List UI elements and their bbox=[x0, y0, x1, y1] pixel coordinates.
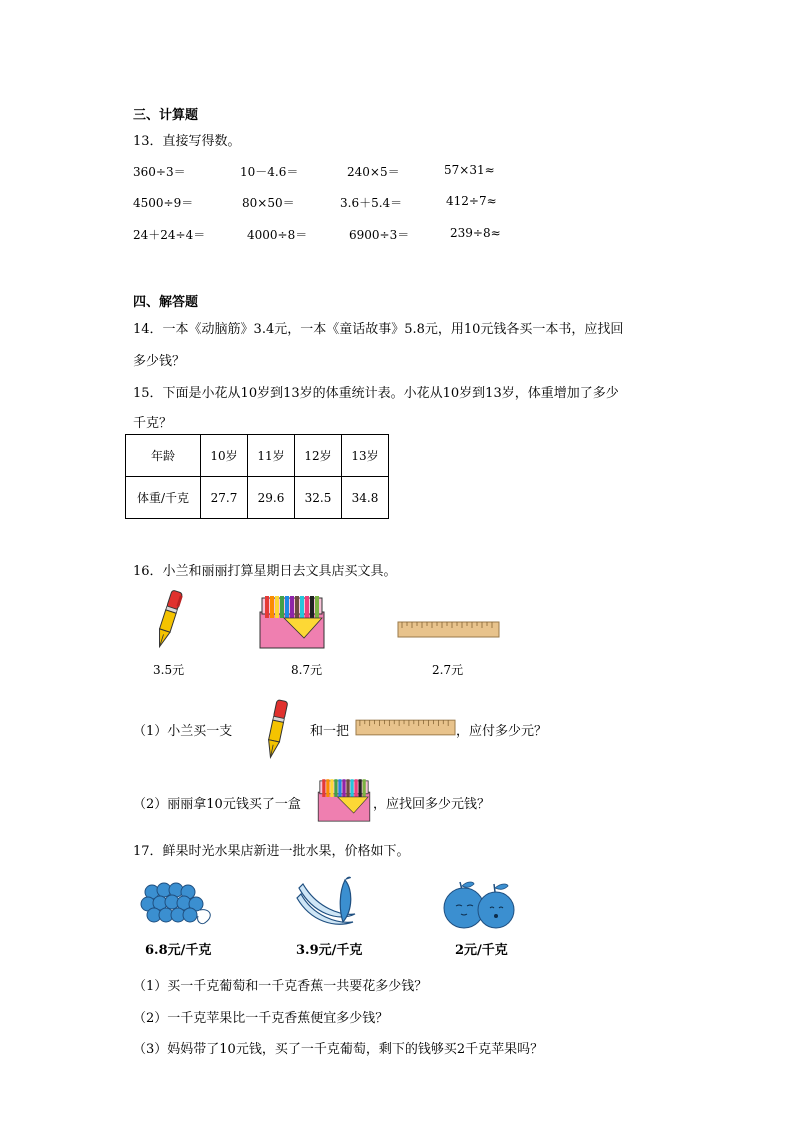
price-bananas: 3.9元/千克 bbox=[296, 943, 363, 958]
question-16-part1-b: 和一把 bbox=[310, 724, 350, 739]
table-cell: 29.6 bbox=[248, 477, 295, 519]
calc-item: 80×50＝ bbox=[242, 196, 295, 210]
calc-item: 4000÷8＝ bbox=[247, 228, 308, 242]
question-13: 13．直接写得数。 bbox=[133, 134, 241, 149]
section-heading-calculation: 三、计算题 bbox=[133, 108, 199, 123]
question-15-line2: 千克？ bbox=[133, 416, 173, 431]
calc-item: 360÷3＝ bbox=[133, 165, 186, 179]
price-ruler: 2.7元 bbox=[432, 663, 464, 677]
question-17-part2: （2）一千克苹果比一千克香蕉便宜多少钱？ bbox=[133, 1011, 389, 1026]
question-16: 16．小兰和丽丽打算星期日去文具店买文具。 bbox=[133, 564, 397, 579]
weight-table bbox=[125, 434, 389, 519]
table-cell: 32.5 bbox=[295, 477, 342, 519]
price-apples: 2元/千克 bbox=[455, 943, 508, 958]
table-cell: 11岁 bbox=[248, 435, 295, 477]
question-15-line1: 15．下面是小花从10岁到13岁的体重统计表。小花从10岁到13岁，体重增加了多少 bbox=[133, 386, 619, 401]
question-17-part1: （1）买一千克葡萄和一千克香蕉一共要花多少钱？ bbox=[133, 979, 428, 994]
price-grapes: 6.8元/千克 bbox=[145, 943, 212, 958]
table-cell: 10岁 bbox=[201, 435, 248, 477]
calc-item: 24＋24÷4＝ bbox=[133, 228, 206, 242]
table-cell: 13岁 bbox=[342, 435, 389, 477]
calc-item: 240×5＝ bbox=[347, 165, 400, 179]
apple-icon bbox=[440, 876, 524, 930]
question-16-part2-b: ，应找回多少元钱？ bbox=[373, 797, 491, 812]
table-cell: 12岁 bbox=[295, 435, 342, 477]
price-pencil-box: 8.7元 bbox=[291, 663, 323, 677]
banana-icon bbox=[293, 874, 363, 930]
table-cell: 34.8 bbox=[342, 477, 389, 519]
grapes-icon bbox=[140, 880, 216, 928]
calc-item: 57×31≈ bbox=[444, 163, 495, 177]
price-pen: 3.5元 bbox=[153, 663, 185, 677]
section-heading-word-problems: 四、解答题 bbox=[133, 295, 199, 310]
calc-item: 4500÷9＝ bbox=[133, 196, 194, 210]
table-cell: 年龄 bbox=[126, 435, 201, 477]
fountain-pen-icon bbox=[258, 696, 294, 762]
question-16-part1-a: （1）小兰买一支 bbox=[133, 724, 233, 739]
calc-item: 412÷7≈ bbox=[446, 194, 497, 208]
question-16-part1-c: ，应付多少元？ bbox=[456, 724, 548, 739]
table-cell: 27.7 bbox=[201, 477, 248, 519]
question-14-line2: 多少钱？ bbox=[133, 354, 186, 369]
calc-item: 239÷8≈ bbox=[450, 226, 501, 240]
pencil-box-icon bbox=[315, 772, 373, 830]
pencil-box-icon bbox=[256, 594, 328, 652]
ruler-icon bbox=[397, 620, 500, 640]
calc-item: 3.6＋5.4＝ bbox=[340, 196, 403, 210]
calc-item: 6900÷3＝ bbox=[349, 228, 410, 242]
question-17-part3: （3）妈妈带了10元钱，买了一千克葡萄，剩下的钱够买2千克苹果吗？ bbox=[133, 1042, 544, 1057]
question-16-part2-a: （2）丽丽拿10元钱买了一盒 bbox=[133, 797, 301, 812]
table-row bbox=[126, 477, 389, 519]
question-17: 17．鲜果时光水果店新进一批水果，价格如下。 bbox=[133, 844, 410, 859]
table-cell: 体重/千克 bbox=[126, 477, 201, 519]
fountain-pen-icon bbox=[150, 588, 186, 650]
question-14-line1: 14．一本《动脑筋》3.4元，一本《童话故事》5.8元，用10元钱各买一本书，应找回 bbox=[133, 322, 624, 337]
ruler-icon bbox=[355, 718, 456, 738]
table-row bbox=[126, 435, 389, 477]
calc-item: 10－4.6＝ bbox=[240, 165, 299, 179]
